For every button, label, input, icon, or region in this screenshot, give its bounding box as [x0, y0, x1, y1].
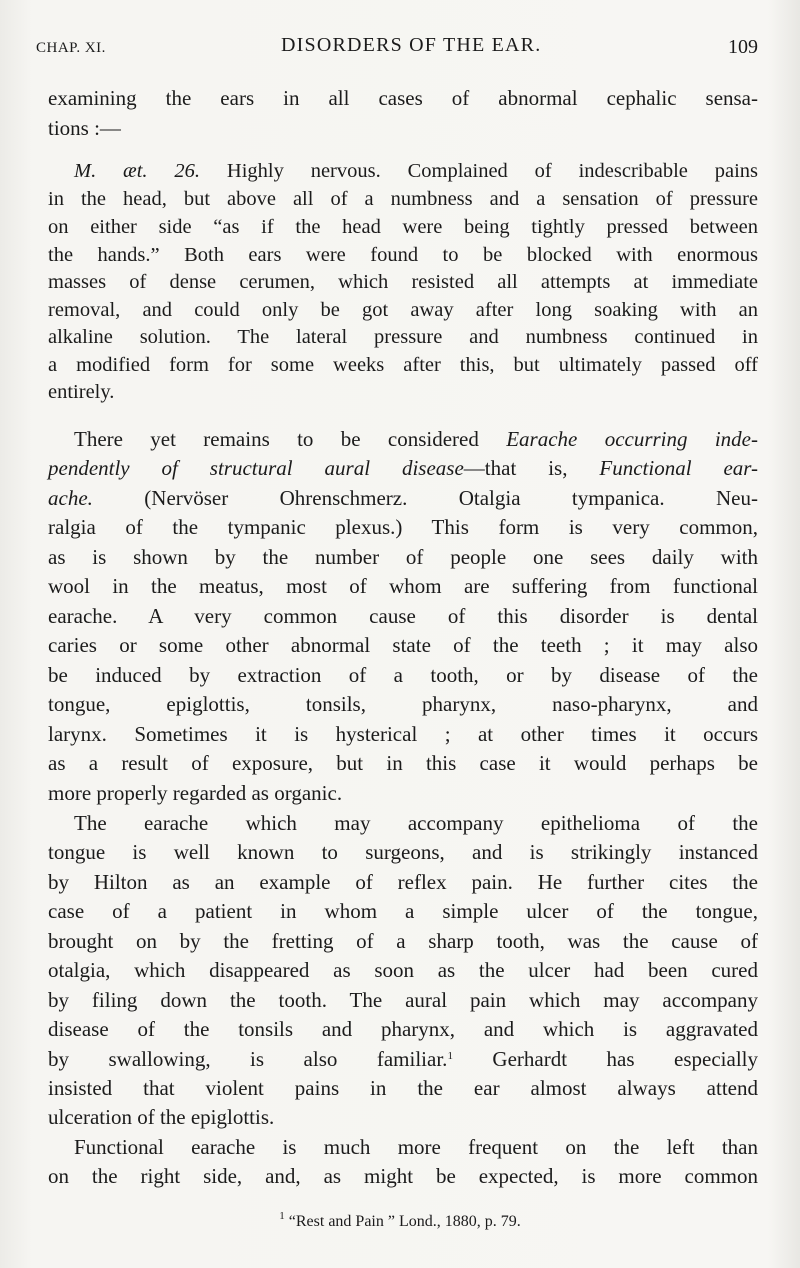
- text-line: pendently of structural aural disease—that is, Functional ear-: [48, 456, 759, 480]
- text-line: wool in the meatus, most of whom are suffering from functional: [48, 574, 758, 598]
- text-line: in the head, but above all of a numbness and a sensation of pressure: [48, 188, 758, 210]
- text-line: the hands.” Both ears were found to be blocked with enormous: [48, 244, 758, 266]
- text-line: tongue is well known to surgeons, and is strikingly instanced: [48, 840, 758, 864]
- text-line: M. æt. 26. Highly nervous. Complained of indescribable pains: [74, 160, 758, 182]
- text-line: brought on by the fretting of a sharp tooth, was the cause of: [48, 929, 758, 953]
- running-header: [36, 34, 758, 62]
- text-line: earache. A very common cause of this disorder is dental: [48, 604, 758, 628]
- text-line: tongue, epiglottis, tonsils, pharynx, naso-pharynx, and: [48, 692, 758, 716]
- text-line: masses of dense cerumen, which resisted all attempts at immediate: [48, 271, 758, 293]
- text-line: entirely.: [48, 381, 115, 403]
- text-line: be induced by extraction of a tooth, or by disease of the: [48, 663, 758, 687]
- text-line: ralgia of the tympanic plexus.) This form is very common,: [48, 515, 758, 539]
- page-number: 109: [728, 36, 758, 58]
- text-line: alkaline solution. The lateral pressure and numbness continued in: [48, 326, 758, 348]
- text-line: examining the ears in all cases of abnormal cephalic sensa-: [48, 86, 758, 110]
- footnote-marker: 1: [279, 1210, 285, 1222]
- text-line: case of a patient in whom a simple ulcer of the tongue,: [48, 899, 758, 923]
- text-line: by Hilton as an example of reflex pain. He further cites the: [48, 870, 758, 894]
- footnote: [0, 1210, 800, 1231]
- text-line: caries or some other abnormal state of the teeth ; it may also: [48, 633, 758, 657]
- text-line: The earache which may accompany epithelioma of the: [74, 811, 758, 835]
- running-title: DISORDERS OF THE EAR.: [281, 34, 542, 56]
- chapter-label: CHAP. XI.: [36, 40, 106, 56]
- footnote-ref: 1: [447, 1050, 453, 1062]
- footnote-text: “Rest and Pain ” Lond., 1880, p. 79.: [284, 1213, 521, 1230]
- text-line: as a result of exposure, but in this case it would perhaps be: [48, 751, 758, 775]
- text-line: by filing down the tooth. The aural pain which may accompany: [48, 988, 758, 1012]
- text-line: on either side “as if the head were being tightly pressed between: [48, 216, 758, 238]
- text-line: removal, and could only be got away after long soaking with an: [48, 299, 758, 321]
- text-line: Functional earache is much more frequent on the left than: [74, 1135, 758, 1159]
- text-line: disease of the tonsils and pharynx, and which is aggravated: [48, 1017, 758, 1041]
- text-line: insisted that violent pains in the ear almost always attend: [48, 1076, 758, 1100]
- text-line: more properly regarded as organic.: [48, 781, 343, 805]
- text-line: There yet remains to be considered Earache occurring inde-: [74, 427, 758, 451]
- text-line: on the right side, and, as might be expected, is more common: [48, 1164, 758, 1188]
- text-line: ulceration of the epiglottis.: [48, 1105, 275, 1129]
- text-line: by swallowing, is also familiar.$^1$ Gerhardt has especially: [48, 1047, 758, 1071]
- text-line: ache. (Nervöser Ohrenschmerz. Otalgia tympanica. Neu-: [48, 486, 758, 510]
- text-line: a modified form for some weeks after this, but ultimately passed off: [48, 354, 758, 376]
- text-line: as is shown by the number of people one sees daily with: [48, 545, 758, 569]
- text-line: otalgia, which disappeared as soon as the ulcer had been cured: [48, 958, 758, 982]
- text-line: tions :—: [48, 116, 121, 140]
- text-line: larynx. Sometimes it is hysterical ; at other times it occurs: [48, 722, 758, 746]
- case-label: M. æt. 26.: [74, 160, 201, 182]
